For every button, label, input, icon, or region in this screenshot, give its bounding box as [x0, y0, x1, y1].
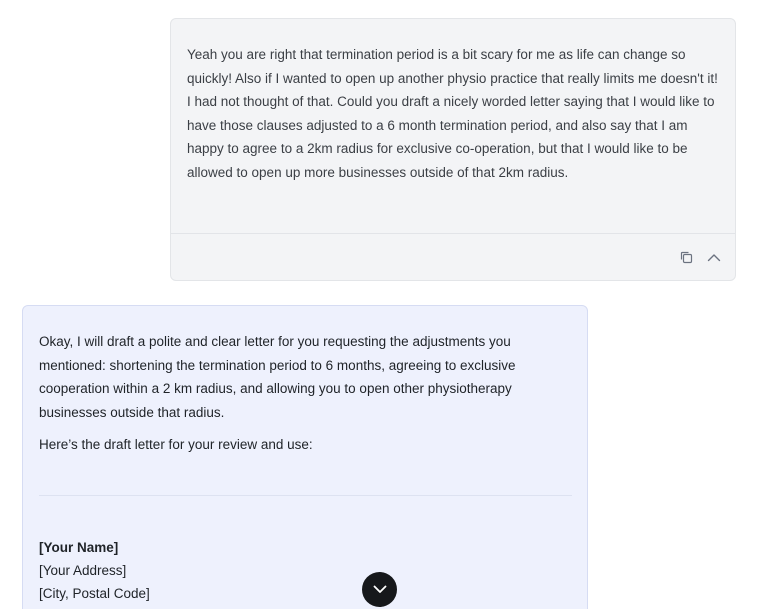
letter-city-placeholder: [City, Postal Code]	[39, 586, 150, 601]
assistant-intro-text: Okay, I will draft a polite and clear letter for you requesting the adjustments you mentioned: shortening the termination period to 6 months, agreeing to exclusive cooperation within a 2 km radius, and allowing you to open other physiotherapy businesses outside that radius.	[39, 334, 516, 420]
copy-icon	[680, 251, 693, 264]
user-message-text: Yeah you are right that termination period is a bit scary for me as life can change so quickly! Also if I wanted to open up another physio practice that really limits me doesn't it! I had not thought of that. Could you draft a nicely worded letter saying that I would like to have those clauses adjusted to a 6 month termination period, and also say that I am happy to agree to a 2km radius for exclusive co-operation, but that I would like to be allowed to open up more businesses outside of that 2km radius.	[187, 47, 718, 180]
message-divider	[171, 233, 735, 234]
collapse-button[interactable]	[704, 247, 724, 267]
letter-name-placeholder: [Your Name]	[39, 540, 119, 555]
chevron-up-icon	[707, 253, 721, 262]
horizontal-rule	[39, 495, 572, 496]
chevron-down-icon	[373, 585, 387, 594]
copy-button[interactable]	[676, 247, 696, 267]
user-message	[170, 18, 736, 281]
scroll-to-bottom-button[interactable]	[362, 572, 397, 607]
letter-address-placeholder: [Your Address]	[39, 563, 127, 578]
assistant-message	[22, 305, 588, 609]
assistant-draft-intro: Here’s the draft letter for your review and use:	[39, 437, 313, 452]
